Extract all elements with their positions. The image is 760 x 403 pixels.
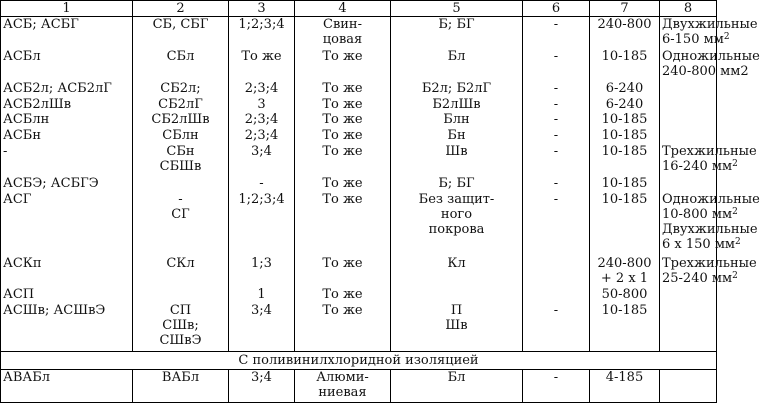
cell-line: 3;4 [251,303,272,319]
cell-line: 2;3;4 [244,112,279,128]
table-cell-col2 [133,256,229,288]
cell-line: СБ2л; [160,80,201,96]
table-cell-col2 [133,176,229,192]
table-cell-col3 [229,112,295,128]
header-cell: 2 [133,1,229,17]
table-cell-col6 [523,81,590,97]
cell-line: СБШв [159,159,202,175]
cell-line: СБ, СБГ [152,17,209,32]
table-cell-col5 [391,112,523,128]
cell-line: 1 [257,287,266,303]
note-superscript: 2 [732,270,738,281]
table-cell-col4 [295,303,391,351]
table-cell-col7 [590,49,660,81]
cell-line: Блн [443,112,470,128]
cell-line: 10-185 [601,48,648,64]
table-row [1,192,717,256]
cell-line: 240-800 [597,17,652,32]
table-cell-col4 [295,176,391,192]
cell-line: ВАБл [161,370,200,386]
cell-line: То же [322,96,363,112]
table-cell-col8 [660,255,757,288]
note-superscript: 2 [732,207,738,217]
cell-line: 6-240 [605,80,644,96]
note-text: Трехжильные [662,255,757,271]
note-text: Двухжильные [662,17,758,32]
cell-line: - [178,192,183,207]
header-row [1,1,717,17]
header-cell: 4 [295,1,391,17]
table-cell-col2 [133,17,229,49]
table-row [1,49,717,81]
table-cell-col5 [391,370,523,403]
table-cell-col1 [1,128,133,144]
table-cell-col4 [295,128,391,144]
cell-line: + 2 х 1 [600,270,649,286]
table-cell-col5 [391,128,523,144]
cell-line: АВАБл [3,370,51,386]
note-superscript: 2 [723,32,730,42]
table-cell-col2 [133,128,229,144]
cell-line: АСБл [3,48,41,64]
cell-line: покрова [428,222,485,237]
cell-line: То же [322,255,363,271]
table-cell-col2 [133,49,229,81]
table-cell-col5 [391,49,523,81]
cell-line: - [553,128,559,144]
cell-line: - [553,112,559,128]
section-row [1,352,717,370]
note-text: Трехжильные [662,144,757,160]
cell-line: АСБн [3,128,42,144]
table-cell-col2 [133,287,229,303]
note-text: 16-240 мм [662,159,733,175]
table-cell-col8 [660,192,760,256]
table-row [1,81,717,97]
table-cell-col8 [660,97,717,113]
cell-line: Алюми- [316,370,369,386]
cell-line: АСШв; АСШвЭ [3,303,106,319]
cell-line: 10-185 [601,303,648,319]
header-cell: 6 [523,1,590,17]
table-cell-col2 [133,303,229,351]
cell-line: То же [322,80,363,96]
note-superscript: 2 [735,237,741,247]
cell-line: ниевая [318,385,367,401]
table-cell-col5 [391,256,523,288]
cell-line: СШвЭ [159,333,202,349]
table-cell-col7 [590,287,660,303]
table-cell-col4 [295,256,391,288]
cell-line: - [553,80,559,96]
table-cell-col3 [229,49,295,81]
table-cell-col7 [590,370,660,403]
header-cell: 5 [391,1,523,17]
note-line [662,222,758,237]
cell-line: Б2лШв [432,96,481,112]
table-cell-col2 [133,144,229,176]
cell-line: ного [440,207,473,222]
table-cell-col1 [1,176,133,192]
table-row [1,287,717,303]
cell-line: СКл [166,255,195,271]
table-cell-col1 [1,81,133,97]
table-cell-col3 [229,256,295,288]
table-cell-col7 [590,112,660,128]
cell-line: Б; БГ [438,176,475,192]
table-cell-col7 [590,81,660,97]
table-cell-col1 [1,144,133,176]
cell-line: То же [322,128,363,144]
cell-line: АСБлн [3,112,50,128]
cell-line: - [553,17,559,32]
table-cell-col6 [523,112,590,128]
table-cell-col6 [523,144,590,176]
note-text: Двухжильные [662,222,758,237]
table-row [1,144,717,176]
table-cell-col3 [229,303,295,351]
note-text: Одножильные [662,48,760,64]
note-line [662,270,738,286]
cell-line: Шв [445,318,468,334]
cell-line: 1;2;3;4 [238,192,285,207]
cell-line: Бл [447,370,466,386]
table-cell-col1 [1,370,133,403]
cell-line: Бл [447,48,466,64]
section-title: С поливинилхлоридной изоляцией [1,352,717,370]
table-cell-col8 [660,112,717,128]
table-cell-col6 [523,17,590,49]
note-text: 6-150 мм [662,32,724,47]
cell-line: 2;3;4 [244,128,279,144]
table-cell-col3 [229,17,295,49]
table-cell-col4 [295,49,391,81]
cell-line: Без защит- [418,192,495,207]
table-cell-col2 [133,192,229,256]
cell-line: СБ2лГ [158,96,203,112]
cell-line: СБл [166,48,195,64]
table-cell-col5 [391,176,523,192]
cell-line: АСБЭ; АСБГЭ [3,176,99,192]
cell-line: 1;2;3;4 [238,17,285,32]
table-cell-col8 [660,17,758,49]
header-cell: 3 [229,1,295,17]
note-line [662,255,757,271]
table-cell-col6 [523,192,590,256]
cell-line: 3;4 [251,370,272,386]
table-cell-col5 [391,17,523,49]
table-cell-col7 [590,128,660,144]
table-cell-col6 [523,49,590,81]
cell-line: 2;3;4 [244,80,279,96]
cell-line: - [553,192,559,207]
table-cell-col7 [590,176,660,192]
cell-line: АСБ; АСБГ [3,17,79,32]
cell-line: АСП [3,287,35,303]
table-row [1,97,717,113]
table-cell-col5 [391,97,523,113]
table-cell-col2 [133,112,229,128]
table-cell-col4 [295,287,391,303]
cell-line: - [259,176,264,192]
table-row [1,112,717,128]
cell-line: Бн [447,128,466,144]
cell-line: Шв [445,144,468,160]
note-line [662,63,749,79]
cell-line: 3;4 [251,144,272,160]
table-cell-col6 [523,97,590,113]
table-cell-col3 [229,128,295,144]
table-cell-col7 [590,256,660,288]
cell-line: 10-185 [601,112,648,128]
note-text: 25-240 мм [662,270,733,286]
cell-line: То же [322,144,363,160]
table-cell-col2 [133,370,229,403]
table-cell-col5 [391,81,523,97]
table-cell-col1 [1,303,133,351]
cell-line: - [3,144,8,160]
note-text: 6 х 150 мм [662,237,736,252]
table-cell-col1 [1,112,133,128]
table-cell-col6 [523,128,590,144]
cell-line: 1;3 [251,255,272,271]
table-cell-col1 [1,49,133,81]
cell-line: 50-800 [601,287,648,303]
cell-line: АСБ2л; АСБ2лГ [3,80,112,96]
cell-line: - [553,96,559,112]
cell-line: То же [322,176,363,192]
table-cell-col1 [1,287,133,303]
table-cell-col3 [229,370,295,403]
table-cell-col6 [523,176,590,192]
cell-line: АСБ2лШв [3,96,72,112]
table-cell-col8 [660,176,717,192]
table-cell-col1 [1,17,133,49]
table-cell-col4 [295,112,391,128]
table-row [1,176,717,192]
cell-line: АСГ [3,192,32,207]
note-line [662,192,760,207]
cell-line: СП [169,303,192,319]
table-cell-col2 [133,81,229,97]
table-row [1,303,717,351]
cell-line: Б; БГ [438,17,475,32]
table-cell-col6 [523,287,590,303]
cell-line: Б2л; Б2лГ [421,80,492,96]
table-row [1,370,717,403]
table-cell-col6 [523,370,590,403]
table-cell-col4 [295,81,391,97]
note-text: 10-800 мм [662,207,733,222]
cell-line: цовая [322,32,363,47]
cell-line: СБлн [162,128,199,144]
cell-line: - [553,176,559,192]
table-cell-col1 [1,256,133,288]
table-cell-col4 [295,370,391,403]
cell-line: 10-185 [601,144,648,160]
cell-line: - [553,144,559,160]
cell-line: 3 [257,96,266,112]
table-cell-col3 [229,287,295,303]
note-text: 240-800 мм2 [662,63,749,79]
cell-line: АСКп [3,255,42,271]
table-cell-col8 [660,370,717,403]
cell-line: 6-240 [605,96,644,112]
table-cell-col7 [590,17,660,49]
note-line [662,144,757,160]
cell-line: 10-185 [601,128,648,144]
table-cell-col1 [1,192,133,256]
cell-line: То же [241,48,282,64]
cell-line: То же [322,303,363,319]
cell-line: - [553,303,559,319]
note-line [662,32,730,47]
note-line [662,48,760,64]
header-cell: 7 [590,1,660,17]
cell-line: 10-185 [601,176,648,192]
table-cell-col4 [295,17,391,49]
cell-line: СГ [171,207,190,222]
cell-line: СШв; [162,318,199,334]
table-cell-col5 [391,287,523,303]
note-superscript: 2 [732,159,738,170]
table-cell-col6 [523,303,590,351]
table-cell-col8 [660,81,717,97]
header-cell: 1 [1,1,133,17]
table-row [1,17,717,49]
table-cell-col8 [660,48,760,81]
cell-line: СБ2лШв [151,112,210,128]
note-line [662,207,738,222]
table-cell-col8 [660,287,717,303]
table-cell-col5 [391,144,523,176]
table-cell-col7 [590,192,660,256]
table-cell-col3 [229,97,295,113]
table-row [1,128,717,144]
table-cell-col3 [229,176,295,192]
cell-line: Свин- [323,17,362,32]
cell-line: То же [322,48,363,64]
table-cell-col7 [590,144,660,176]
note-line [662,159,738,175]
cell-line: 4-185 [605,370,644,386]
table-cell-col8 [660,128,717,144]
cell-line: Кл [447,255,466,271]
cell-line: - [553,370,559,386]
table-cell-col1 [1,97,133,113]
cell-line: То же [322,287,363,303]
cell-line: То же [322,112,363,128]
note-text: Одножильные [662,192,760,207]
table-row [1,256,717,288]
table-cell-col5 [391,303,523,351]
cell-line: П [450,303,463,319]
note-line [662,17,758,32]
cell-line: СБн [166,144,195,160]
note-line [662,237,741,252]
table-cell-col3 [229,192,295,256]
table-cell-col7 [590,303,660,351]
cell-line: 240-800 [597,255,652,271]
table-cell-col4 [295,97,391,113]
table-cell-col8 [660,303,717,351]
cell-line: То же [322,192,363,207]
table-cell-col3 [229,144,295,176]
cell-line: 10-185 [601,192,648,207]
table-cell-col7 [590,97,660,113]
header-cell: 8 [660,1,717,17]
table-cell-col6 [523,256,590,288]
table-cell-col5 [391,192,523,256]
table-cell-col8 [660,144,757,176]
cell-line: - [553,48,559,64]
table-cell-col4 [295,144,391,176]
table-cell-col4 [295,192,391,256]
table-cell-col3 [229,81,295,97]
table-cell-col2 [133,97,229,113]
